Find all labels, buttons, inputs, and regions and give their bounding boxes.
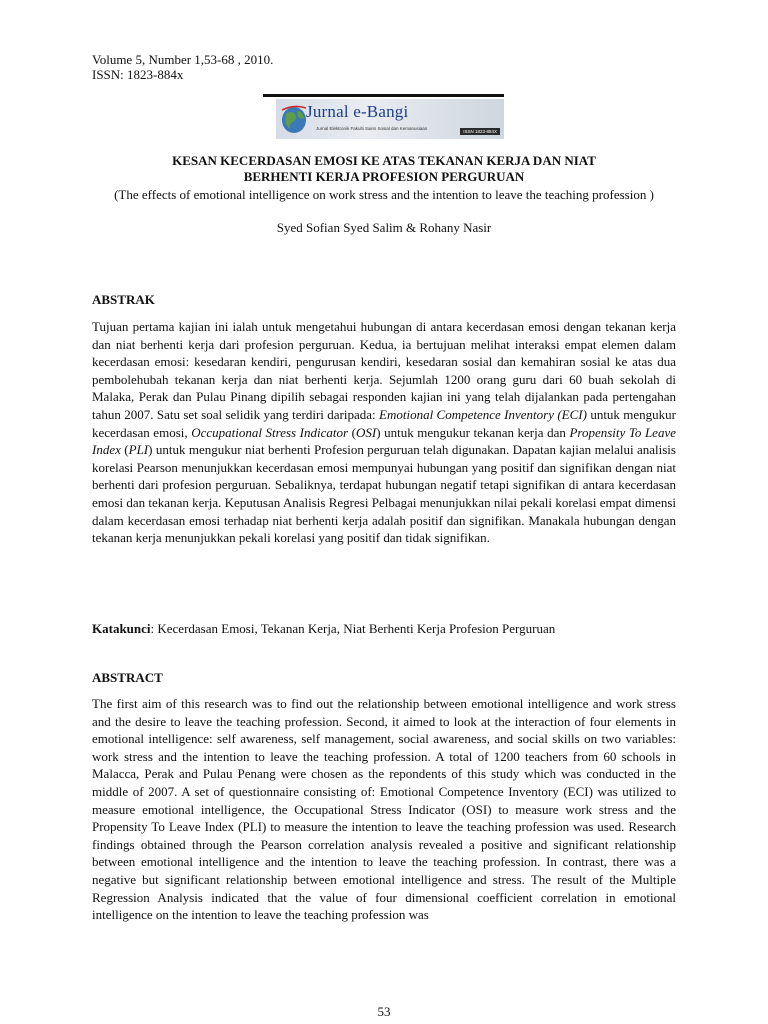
- banner-rule: [263, 94, 504, 97]
- abstrak-pli-abbr: PLI: [128, 442, 149, 458]
- katakunci-label: Katakunci: [92, 621, 151, 636]
- volume-line: Volume 5, Number 1,53-68 , 2010.: [92, 52, 274, 67]
- page-number: 53: [377, 1004, 391, 1019]
- katakunci-text: : Kecerdasan Emosi, Tekanan Kerja, Niat Berhenti Kerja Profesion Perguruan: [150, 621, 556, 636]
- abstrak-text-5: (: [120, 442, 129, 458]
- globe-icon: [280, 102, 308, 136]
- abstrak-heading: ABSTRAK: [92, 292, 155, 307]
- journal-banner: [276, 99, 504, 139]
- issn-line: ISSN: 1823-884x: [92, 67, 184, 82]
- journal-meta: [92, 52, 273, 82]
- abstract-body: The first aim of this research was to find out the relationship between emotional intelligence and work stress and the desire to leave the teaching profession. Second, it aimed to look at the interaction of four elements in emotional intelligence: self awareness, self management, social awareness, and social skills on two variables: work stress and the intention to leave the teaching profession. A total of 1200 teachers from 60 schools in Malacca, Perak and Pulau Penang were chosen as the repondents of this study which was conducted in the middle of 2007. A set of questionnaire consisting of: Emotional Competence Inventory (ECI) was utilized to measure emotional intelligence, the Occupational Stress Indicator (OSI) to measure work stress and the Propensity To Leave Index (PLI) to measure the intention to leave the teaching profession was used. Research findings obtained through the Pearson correlation analysis revealed a positive and significant relationship between emotional intelligence and the intention to leave the teaching profession. In contrast, there was a negative but significant relationship between emotional intelligence and stress. The result of the Multiple Regression Analysis indicated that the value of four dimensional coefficient correlation in emotional intelligence on the intention to leave the teaching profession was: [92, 696, 676, 923]
- abstrak-osi-abbr: OSI: [355, 424, 377, 440]
- abstrak-text-1: Tujuan pertama kajian ini ialah untuk mengetahui hubungan di antara kecerdasan emosi dengan tekanan kerja dan niat berhenti kerja dari profesion perguruan. Kedua, ia bertujuan melihat interaksi empat elemen dalam kecerdasan emosi: kesedaran kendiri, pengurusan kendiri, kesedaran sosial dan kemahiran sosial ke atas dua pembolehubah tekanan kerja dan niat berhenti kerja. Sejumlah 1200 orang guru dari 60 buah sekolah di Malaka, Perak dan Pulau Pinang dipilih sebagai responden kajian ini yang telah dijalankan pada pertengahan tahun 2007. Satu set soal selidik yang terdiri daripada:: [92, 319, 676, 422]
- abstract-heading: ABSTRACT: [92, 670, 163, 685]
- abstrak-text-6: ) untuk mengukur niat berhenti Profesion perguruan telah digunakan. Dapatan kajian melalui analisis korelasi Pearson menunjukkan kecerdasan emosi mempunyai hubungan yang positif dan signifikan dengan niat berhenti dari profesion perguruan. Sebaliknya, terdapat hubungan negatif tetapi signifikan di antara kecerdasan emosi dan tekanan kerja. Keputusan Analisis Regresi Pelbagai menunjukkan nilai pekali korelasi empat dimensi dalam kecerdasan emosi terhadap niat berhenti kerja adalah positif dan signifikan. Manakala hubungan dengan tekanan kerja menunjukkan pekali korelasi yang positif dan tidak signifikan.: [92, 442, 676, 546]
- banner-subtitle: Jurnal Elektronik Fakulti Sains Sosial dan Kemanusiaan: [316, 126, 428, 131]
- abstrak-text-3: (: [348, 424, 356, 440]
- article-title-line-1: KESAN KECERDASAN EMOSI KE ATAS TEKANAN KERJA DAN NIAT: [172, 153, 596, 168]
- abstrak-pli-name: Propensity To Leave Index: [92, 424, 676, 458]
- abstrak-text-4: ) untuk mengukur tekanan kerja dan: [376, 424, 570, 440]
- article-title-block: [92, 153, 676, 236]
- katakunci: [92, 620, 676, 637]
- article-title-english: (The effects of emotional intelligence on work stress and the intention to leave the teaching profession ): [114, 187, 654, 202]
- banner-issn-badge: ISSN 1823-884X: [460, 128, 500, 135]
- banner-title: Jurnal e-Bangi: [306, 102, 409, 121]
- article-title-line-2: BERHENTI KERJA PROFESION PERGURUAN: [243, 169, 525, 184]
- abstrak-eci-name: Emotional Competence Inventory (ECI): [379, 406, 587, 422]
- abstrak-text-2: untuk mengukur kecerdasan emosi,: [92, 406, 677, 440]
- abstrak-osi-name: Occupational Stress Indicator: [191, 424, 349, 440]
- article-authors: Syed Sofian Syed Salim & Rohany Nasir: [276, 220, 492, 235]
- abstrak-body: [92, 318, 676, 547]
